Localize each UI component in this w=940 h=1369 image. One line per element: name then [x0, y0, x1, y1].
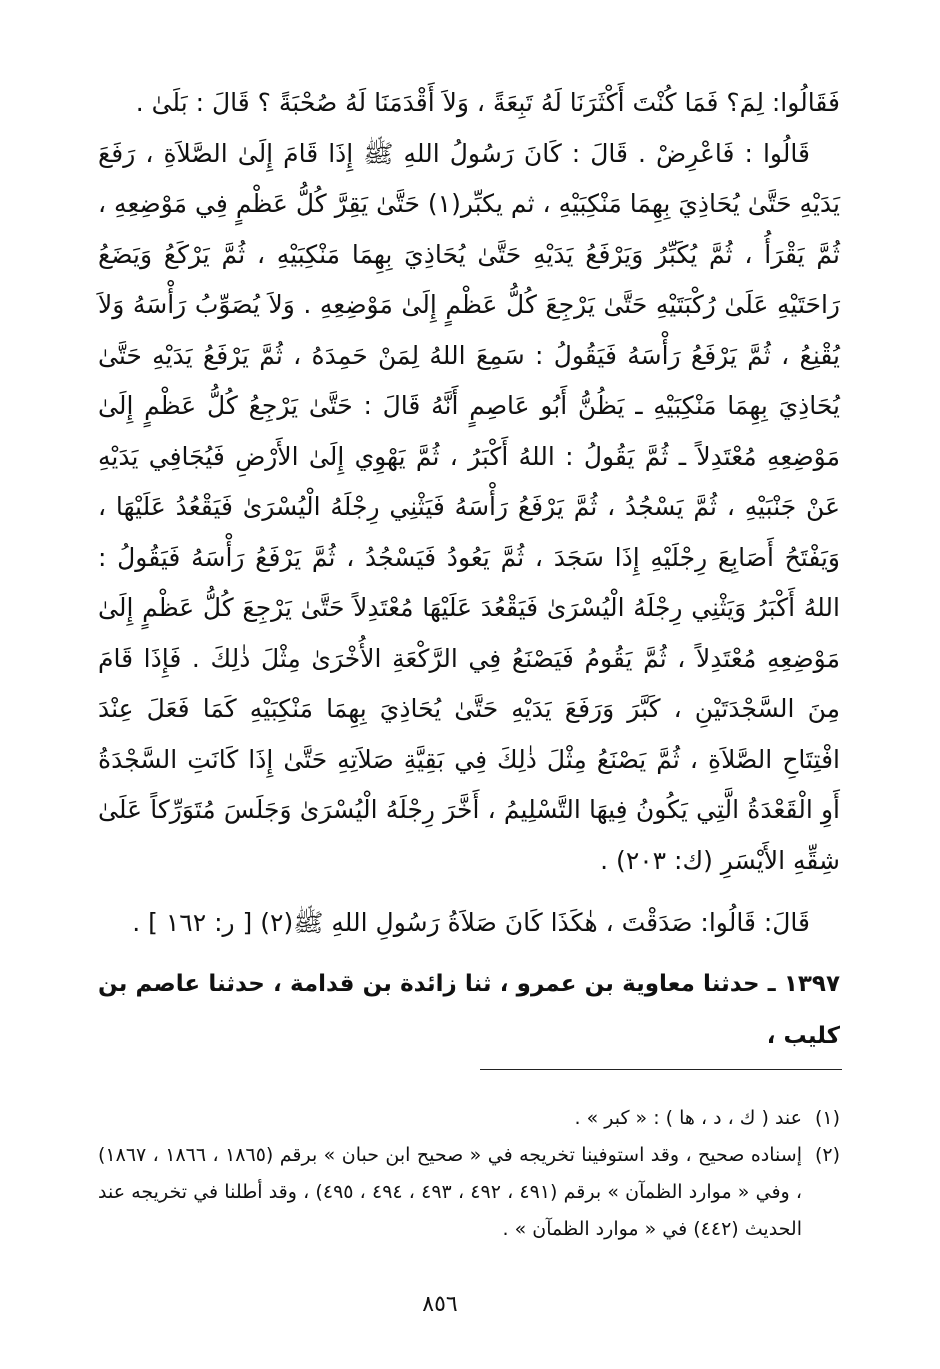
hadith-text: حدثنا معاوية بن عمرو ، ثنا زائدة بن قدامة ، حدثنا عاصم بن كليب ،: [98, 971, 840, 1049]
footnote-1: [98, 1100, 840, 1137]
page-number: ٨٥٦: [422, 1292, 458, 1317]
footnote-text: إسناده صحيح ، وقد استوفينا تخريجه في « صحيح ابن حبان » برقم (١٨٦٥ ، ١٨٦٦ ، ١٨٦٧) ، وفي « موارد الظمآن » برقم (٤٩١ ، ٤٩٢ ، ٤٩٣ ، ٤٩٤ ، ٤٩٥) ، وقد أطلنا في تخريجه عند الحديث (٤٤٢) في « موارد الظمآن » .: [98, 1144, 803, 1240]
paragraph-2: قَالُوا : فَاعْرِضْ . قَالَ : كَانَ رَسُولُ اللهِ ﷺ إِذَا قَامَ إِلَىٰ الصَّلاَةِ ، رَفَعَ يَدَيْهِ حَتَّىٰ يُحَاذِيَ بِهِمَا مَنْكِبَيْهِ ، ثم يكبِّر(١) حَتَّىٰ يَقِرَّ كُلُّ عَظْمٍ فِي مَوْضِعِهِ ، ثُمَّ يَقْرَأُ ، ثُمَّ يُكَبِّرُ وَيَرْفَعُ يَدَيْهِ حَتَّىٰ يُحَاذِيَ بِهِمَا مَنْكِبَيْهِ ، ثُمَّ يَرْكَعُ وَيَضَعُ رَاحَتَيْهِ عَلَىٰ رُكْبَتَيْهِ حَتَّىٰ يَرْجِعَ كُلُّ عَظْمٍ إِلَىٰ مَوْضِعِهِ . وَلاَ يُصَوِّبُ رَأْسَهُ وَلاَ يُقْنِعُ ، ثُمَّ يَرْفَعُ رَأْسَهُ فَيَقُولُ : سَمِعَ اللهُ لِمَنْ حَمِدَهُ ، ثُمَّ يَرْفَعُ يَدَيْهِ حَتَّىٰ يُحَاذِيَ بِهِمَا مَنْكِبَيْهِ ـ يَظُنُّ أَبُو عَاصِمٍ أَنَّهُ قَالَ : حَتَّىٰ يَرْجِعُ كُلُّ عَظْمٍ إِلَىٰ مَوْضِعِهِ مُعْتَدِلاً ـ ثُمَّ يَقُولُ : اللهُ أَكْبَرُ ، ثُمَّ يَهْوِي إِلَىٰ الأَرْضِ فَيُجَافِي يَدَيْهِ عَنْ جَنْبَيْهِ ، ثُمَّ يَسْجُدُ ، ثُمَّ يَرْفَعُ رَأْسَهُ فَيَثْنِي رِجْلَهُ الْيُسْرَىٰ فَيَقْعُدُ عَلَيْهَا ، وَيَفْتَحُ أَصَابِعَ رِجْلَيْهِ إِذَا سَجَدَ ، ثُمَّ يَعُودُ فَيَسْجُدُ ، ثُمَّ يَرْفَعُ رَأْسَهُ فَيَقُولُ : اللهُ أَكْبَرُ وَيَثْنِي رِجْلَهُ الْيُسْرَىٰ فَيَقْعُدَ عَلَيْهَا مُعْتَدِلاً حَتَّىٰ يَرْجِعَ كُلُّ عَظْمٍ إِلَىٰ مَوْضِعِهِ مُعْتَدِلاً ، ثُمَّ يَقُومُ فَيَصْنَعُ فِي الرَّكْعَةِ الأُخْرَىٰ مِثْلَ ذٰلِكَ . فَإِذَا قَامَ مِنَ السَّجْدَتَيْنِ ، كَبَّرَ وَرَفَعَ يَدَيْهِ حَتَّىٰ يُحَاذِيَ بِهِمَا مَنْكِبَيْهِ كَمَا فَعَلَ عِنْدَ افْتِتَاحِ الصَّلاَةِ ، ثُمَّ يَصْنَعُ مِثْلَ ذٰلِكَ فِي بَقِيَّةِ صَلاَتِهِ حَتَّىٰ إِذَا كَانَتِ السَّجْدَةُ أَوِ الْقَعْدَةُ الَّتِي يَكُونُ فِيهَا التَّسْلِيمُ ، أَخَّرَ رِجْلَهُ الْيُسْرَىٰ وَجَلَسَ مُتَوَرِّكاً عَلَىٰ شِقِّهِ الأَيْسَرِ (ك: ٢٠٣) .: [98, 138, 840, 875]
footnote-2: [98, 1137, 840, 1248]
footnotes: [98, 1100, 840, 1248]
footnote-number: (٢): [814, 1144, 840, 1166]
paragraph-1: فَقَالُوا: لِمَ؟ فَمَا كُنْتَ أَكْثَرَنَا لَهُ تَبِعَةً ، وَلاَ أَقْدَمَنَا لَهُ صُحْبَةً ؟ قَالَ : بَلَىٰ .: [135, 88, 840, 117]
main-text: [98, 78, 840, 949]
hadith-entry: [98, 958, 840, 1062]
paragraph-3: قَالَ: قَالُوا: صَدَقْتَ ، هٰكَذَا كَانَ صَلاَةُ رَسُولِ اللهِ ﷺ(٢) [ ر: ١٦٢ ] .: [132, 908, 810, 937]
hadith-number: ١٣٩٧ ـ: [767, 971, 841, 997]
footnote-text: عند ( ك ، د ، ها ) : « كبر » .: [574, 1107, 802, 1129]
footnote-number: (١): [814, 1107, 840, 1129]
footnote-separator: [480, 1069, 842, 1070]
